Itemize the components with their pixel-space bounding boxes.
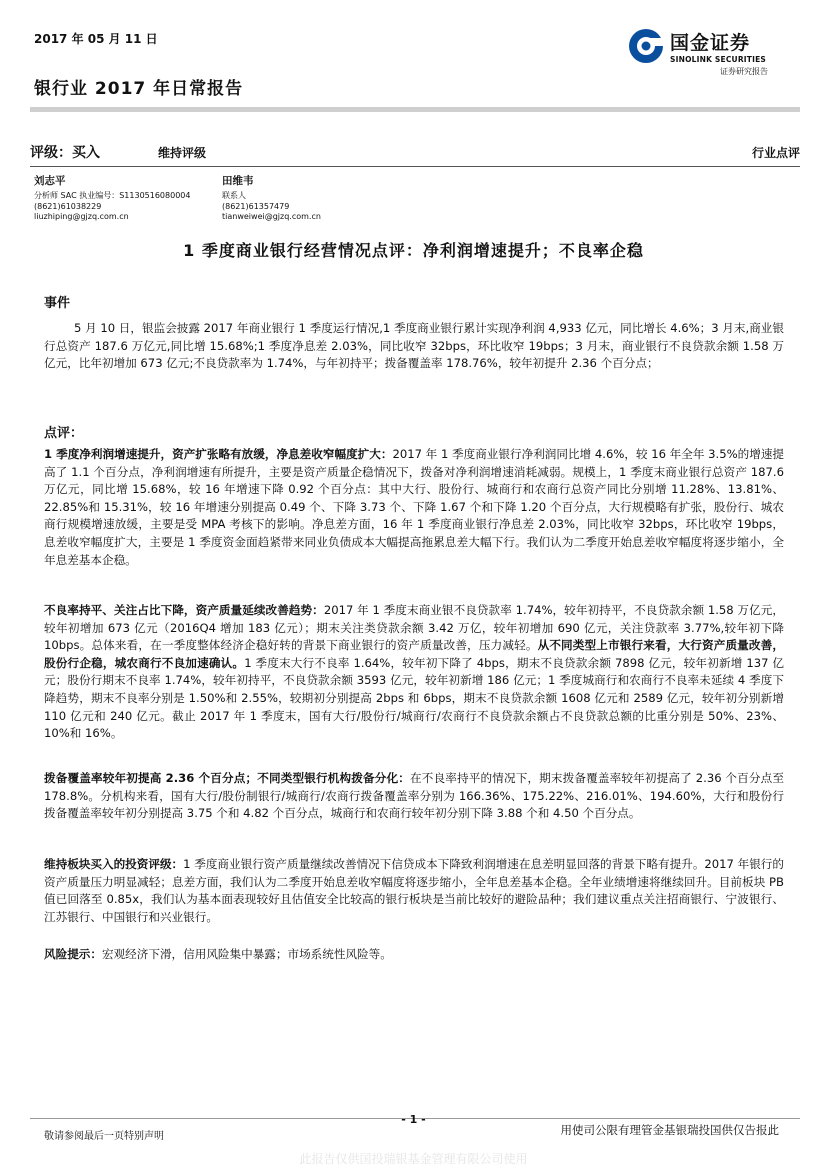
logo-english-name: SINOLINK SECURITIES bbox=[670, 55, 767, 64]
paragraph-text: 在不良率持平的情况下，期末拨备覆盖率较年初提高了 2.36 个百分点至 178.8%。分机构来看，国有大行/股份制银行/城商行/农商行拨备覆盖率分别为 166.36%、175.22%、216.01%、194.60%，大行和股份行拨备覆盖率较年初分别提高 3.75 个和 4.82 个百分点，城商行和农商行较年初分别下降 3.88 个和 4.50 个百分点。 bbox=[44, 771, 784, 821]
page-number: - 1 - bbox=[401, 1113, 426, 1126]
rating-bar bbox=[30, 140, 800, 164]
event-title: 事件 bbox=[44, 296, 71, 311]
comment-paragraph-3 bbox=[44, 770, 784, 823]
analyst-email[interactable]: liuzhiping@gjzq.com.cn bbox=[34, 212, 129, 221]
disclaimer-link[interactable]: 敬请参阅最后一页特别声明 bbox=[44, 1131, 164, 1142]
headline: 1 季度商业银行经营情况点评：净利润增速提升；不良率企稳 bbox=[183, 241, 644, 260]
maintain-rating: 维持评级 bbox=[158, 146, 207, 160]
event-paragraph bbox=[44, 320, 784, 373]
comment-paragraph-1 bbox=[44, 446, 784, 569]
event-text: 5 月 10 日，银监会披露 2017 年商业银行 1 季度运行情况,1 季度商业银行累计实现净利润 4,933 亿元，同比增长 4.6%；3 月末,商业银行总资产 187.6 万亿元,同比增 15.68%;1 季度净息差 2.03%，同比收窄 32bps，环比收窄 19bps；3 月末，商业银行不良贷款余额 1.58 万亿元，比年初增加 673 亿元;不良贷款率为 1.74%，与年初持平；拨备覆盖率 178.76%，较年初提升 2.36 个百分点； bbox=[44, 321, 784, 371]
report-title: 银行业 2017 年日常报告 bbox=[34, 79, 244, 99]
logo-name: 国金证券 bbox=[670, 32, 751, 54]
analyst-card-2 bbox=[222, 174, 321, 223]
risk-text: 宏观经济下滑，信用风险集中暴露；市场系统性风险等。 bbox=[101, 947, 392, 961]
rating-divider bbox=[30, 166, 800, 167]
paragraph-lead: 不良率持平、关注占比下降，资产质量延续改善趋势： bbox=[44, 603, 324, 617]
paragraph-text: 1 季度商业银行资产质量继续改善情况下信贷成本下降致利润增速在息差明显回落的背景下略有提升。2017 年银行的资产质量压力明显减轻；息差方面，我们认为二季度开始息差收窄幅度将逐步缩小，全年息差基本企稳。全年业绩增速将继续回升。目前板块 PB 值已回落至 0.85x，我们认为基本面表现较好且估值安全比较高的银行板块是当前比较好的避险品种；我们建议重点关注招商银行、宁波银行、江苏银行、中国银行和兴业银行。 bbox=[44, 857, 784, 924]
header-divider bbox=[30, 107, 800, 112]
company-logo bbox=[628, 26, 798, 80]
analyst-phone: (8621)61038229 bbox=[34, 201, 102, 211]
report-date: 2017 年 05 月 11 日 bbox=[34, 32, 158, 46]
analyst-role: 联系人 bbox=[222, 191, 246, 200]
comment-paragraph-4 bbox=[44, 856, 784, 926]
comment-title: 点评： bbox=[44, 426, 84, 441]
watermark: 此报告仅供国投瑞银基金管理有限公司使用 bbox=[299, 1152, 528, 1166]
risk-warning bbox=[44, 946, 784, 964]
analyst-role: 分析师 SAC 执业编号：S1130516080004 bbox=[34, 191, 191, 200]
risk-lead: 风险提示： bbox=[44, 947, 102, 961]
paragraph-lead: 拨备覆盖率较年初提高 2.36 个百分点；不同类型银行机构拨备分化： bbox=[44, 771, 410, 785]
sinolink-logo-icon bbox=[628, 28, 664, 64]
paragraph-text-2: 1 季度末大行不良率 1.64%，较年初下降了 4bps，期末不良贷款余额 7898 亿元，较年初新增 137 亿元；股份行期末不良率 1.74%，较年初持平，不良贷款余额 3593 亿元，较年初新增 186 亿元；1 季度城商行和农商行不良率未延续 4 季度下降趋势，期末不良率分别是 1.50%和 2.55%，较期初分别提高 2bps 和 6bps，期末不良贷款余额 1608 亿元和 2589 亿元，较年初分别新增 110 亿元和 240 亿元。截止 2017 年 1 季度末，国有大行/股份行/城商行/农商行不良贷款余额占不良贷款总额的比重分别是 50%、23%、10%和 16%。 bbox=[44, 655, 784, 741]
paragraph-lead: 维持板块买入的投资评级： bbox=[44, 857, 184, 871]
rating-label: 评级：买入 bbox=[30, 145, 100, 161]
analyst-name: 田维韦 bbox=[222, 175, 254, 187]
logo-subtitle: 证券研究报告 bbox=[720, 67, 768, 76]
comment-paragraph-2 bbox=[44, 602, 784, 743]
paragraph-text: 2017 年 1 季度末商业银不良贷款率 1.74%，较年初持平，不良贷款余额 1.58 万亿元，较年初增加 673 亿元（2016Q4 增加 183 亿元）；期末关注类贷款余额 3.42 万亿，较年初增加 690 亿元，关注贷款率 3.77%,较年初下降 10bps。总体来看，在一季度整体经济企稳好转的背景下商业银行的资产质量改善，压力减轻。 bbox=[44, 603, 784, 653]
paragraph-text: 2017 年 1 季度商业银行净利润同比增 4.6%，较 16 年全年 3.5%的增速提高了 1.1 个百分点，净利润增速有所提升，主要是资产质量企稳情况下，拨备对净利润增速消耗减弱。规模上，1 季度末商业银行总资产 187.6 万亿元，同比增 15.68%，较 16 年增速下降 0.92 个百分点：其中大行、股份行、城商行和农商行总资产同比分别增 11.28%、13.81%、22.85%和 15.31%，较 16 年增速分别提高 0.49 个、下降 3.73 个、下降 1.67 个和下降 1.20 个百分点，大行规模略有扩张，股份行、城农商行规模增速放缓，主要是受 MPA 考核下的影响。净息差方面，16 年 1 季度商业银行净息差 2.03%，同比收窄 32bps，环比收窄 19bps，息差收窄幅度扩大，主要是 1 季度资金面趋紧带来同业负债成本大幅提高拖累息差大幅下行。我们认为二季度开始息差收窄幅度将逐步缩小，全年息差基本企稳。 bbox=[44, 447, 785, 567]
analyst-card-1 bbox=[34, 174, 190, 223]
analyst-email[interactable]: tianweiwei@gjzq.com.cn bbox=[222, 212, 321, 221]
paragraph-lead: 1 季度净利润增速提升，资产扩张略有放缓，净息差收窄幅度扩大： bbox=[44, 447, 393, 461]
footer-notice: 用使司公限有理管金基银瑞投国供仅告报此 bbox=[560, 1123, 779, 1137]
analyst-name: 刘志平 bbox=[34, 175, 66, 187]
paragraph-lead-2: 从不同类型上市银行来看，大行资产质量改善，股份行企稳，城农商行不良加速确认。 bbox=[44, 638, 784, 670]
document-type: 行业点评 bbox=[751, 146, 800, 160]
analyst-phone: (8621)61357479 bbox=[222, 201, 290, 211]
